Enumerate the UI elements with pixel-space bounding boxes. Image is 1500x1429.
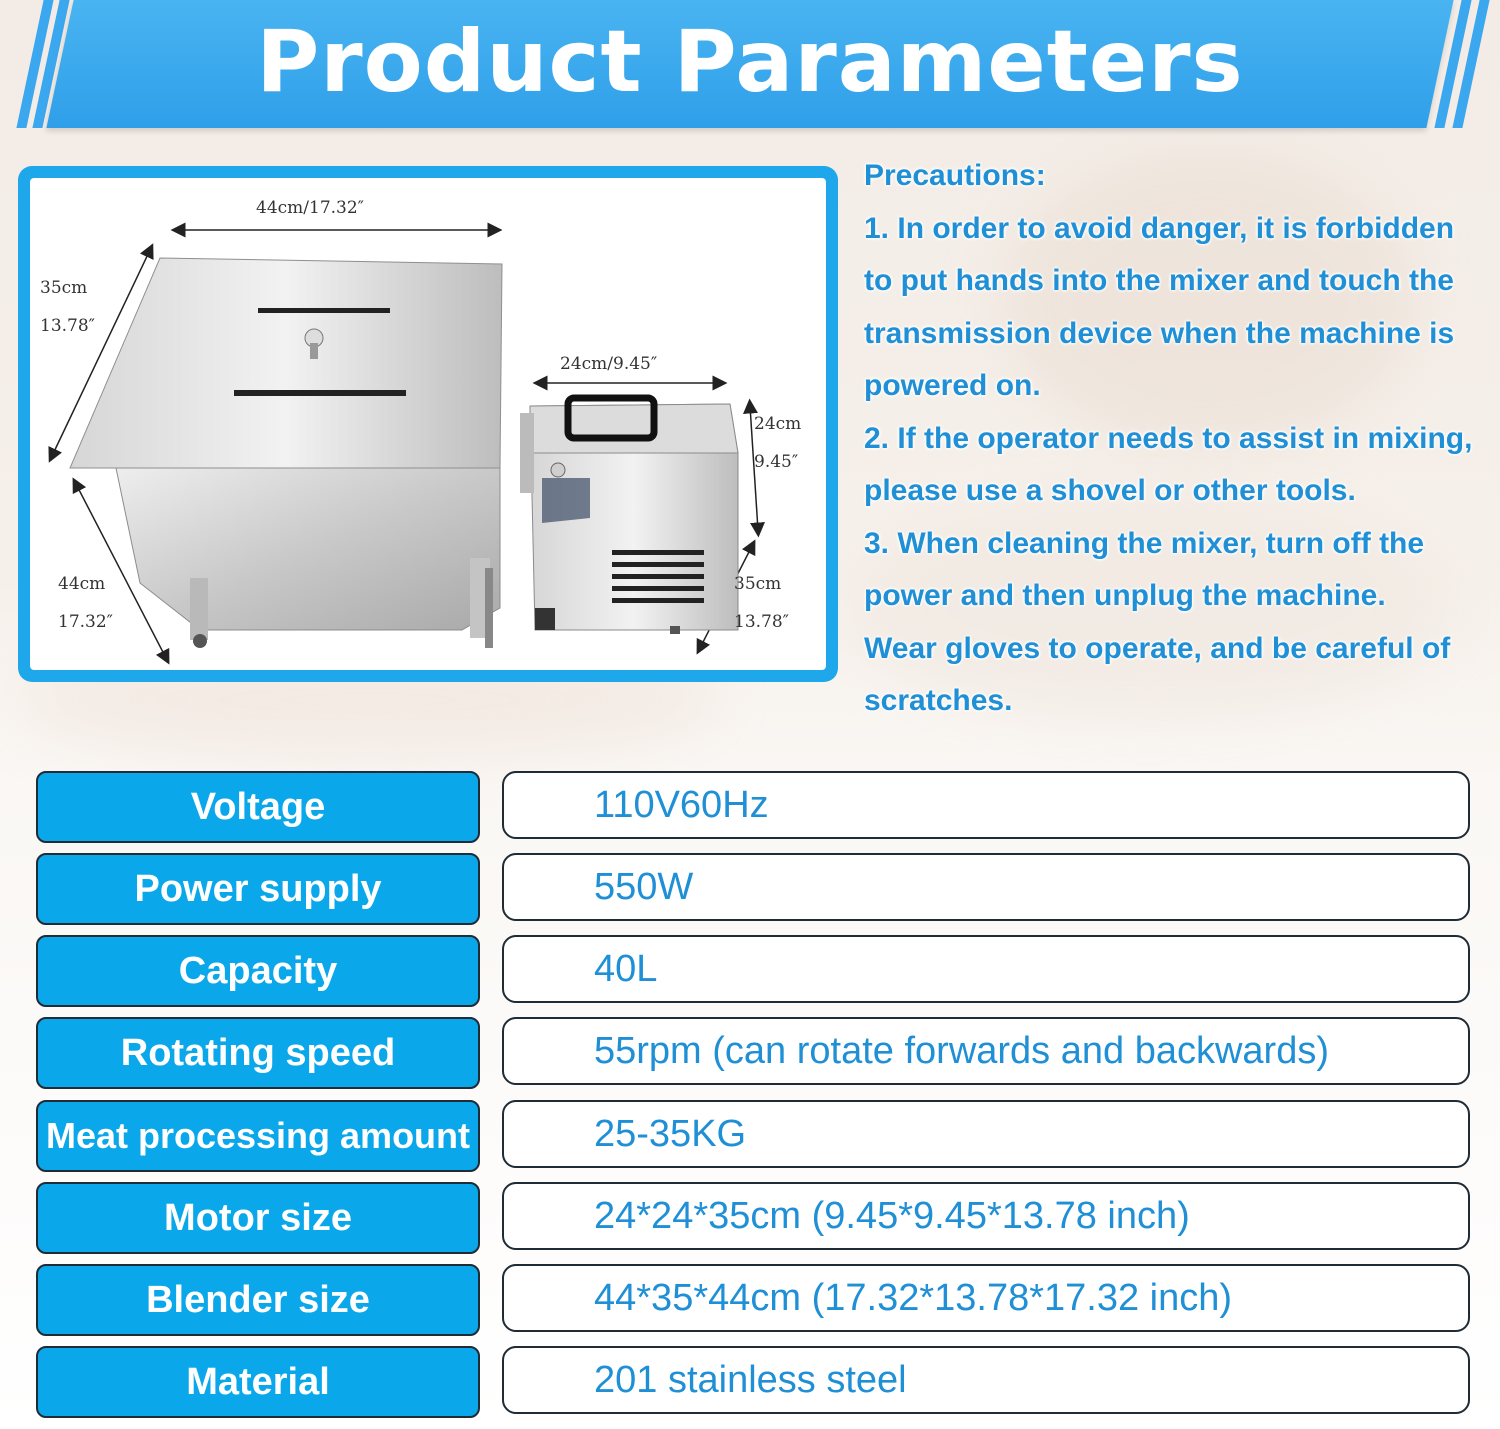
dim-motor-depth-in: 13.78″ bbox=[734, 612, 790, 632]
precautions-text bbox=[864, 150, 1489, 728]
spec-value: 550W bbox=[502, 853, 1470, 921]
dim-blender-width: 44cm/17.32″ bbox=[256, 198, 365, 218]
spec-value: 110V60Hz bbox=[502, 771, 1470, 839]
product-image bbox=[30, 178, 826, 670]
spec-row-power-supply bbox=[36, 853, 1476, 925]
precautions-heading: Precautions: bbox=[864, 159, 1046, 192]
spec-label: Rotating speed bbox=[36, 1017, 480, 1089]
spec-label: Blender size bbox=[36, 1264, 480, 1336]
spec-label: Voltage bbox=[36, 771, 480, 843]
precautions-line: to put hands into the mixer and touch the bbox=[864, 264, 1454, 297]
spec-value: 55rpm (can rotate forwards and backwards) bbox=[502, 1017, 1470, 1085]
precautions-line: power and then unplug the machine. bbox=[864, 579, 1386, 612]
dim-motor-height-cm: 24cm bbox=[754, 414, 802, 434]
spec-value: 25-35KG bbox=[502, 1100, 1470, 1168]
dim-blender-depth-in: 17.32″ bbox=[58, 612, 114, 632]
page-title: Product Parameters bbox=[256, 12, 1244, 112]
precautions-line: Wear gloves to operate, and be careful of bbox=[864, 631, 1451, 665]
dim-blender-height-cm: 35cm bbox=[40, 278, 88, 298]
precautions-line: transmission device when the machine is bbox=[864, 316, 1455, 350]
mixer-illustration bbox=[30, 178, 826, 670]
precautions-line: 1. In order to avoid danger, it is forbidden bbox=[864, 211, 1455, 245]
precautions-line: 2. If the operator needs to assist in mixing, bbox=[864, 421, 1473, 455]
dim-blender-depth-cm: 44cm bbox=[58, 574, 106, 594]
spec-label: Power supply bbox=[36, 853, 480, 925]
spec-row-meat-processing bbox=[36, 1100, 1476, 1172]
spec-row-capacity bbox=[36, 935, 1476, 1007]
spec-value: 40L bbox=[502, 935, 1470, 1003]
precautions-line: 3. When cleaning the mixer, turn off the bbox=[864, 526, 1425, 560]
spec-row-blender-size bbox=[36, 1264, 1476, 1336]
spec-label: Capacity bbox=[36, 935, 480, 1007]
precautions-line: scratches. bbox=[864, 684, 1013, 717]
spec-row-material bbox=[36, 1346, 1476, 1418]
spec-label: Material bbox=[36, 1346, 480, 1418]
spec-label: Motor size bbox=[36, 1182, 480, 1254]
product-image-frame bbox=[18, 166, 838, 682]
dim-motor-depth-cm: 35cm bbox=[734, 574, 782, 594]
spec-row-motor-size bbox=[36, 1182, 1476, 1254]
spec-value: 44*35*44cm (17.32*13.78*17.32 inch) bbox=[502, 1264, 1470, 1332]
spec-label: Meat processing amount bbox=[36, 1100, 480, 1172]
dim-motor-width: 24cm/9.45″ bbox=[560, 354, 658, 374]
spec-row-voltage bbox=[36, 771, 1476, 843]
precautions-line: powered on. bbox=[864, 369, 1041, 402]
spec-value: 24*24*35cm (9.45*9.45*13.78 inch) bbox=[502, 1182, 1470, 1250]
precautions-line: please use a shovel or other tools. bbox=[864, 474, 1356, 507]
dim-blender-height-in: 13.78″ bbox=[40, 316, 96, 336]
spec-value: 201 stainless steel bbox=[502, 1346, 1470, 1414]
spec-row-rotating-speed bbox=[36, 1017, 1476, 1089]
dim-motor-height-in: 9.45″ bbox=[754, 452, 799, 472]
